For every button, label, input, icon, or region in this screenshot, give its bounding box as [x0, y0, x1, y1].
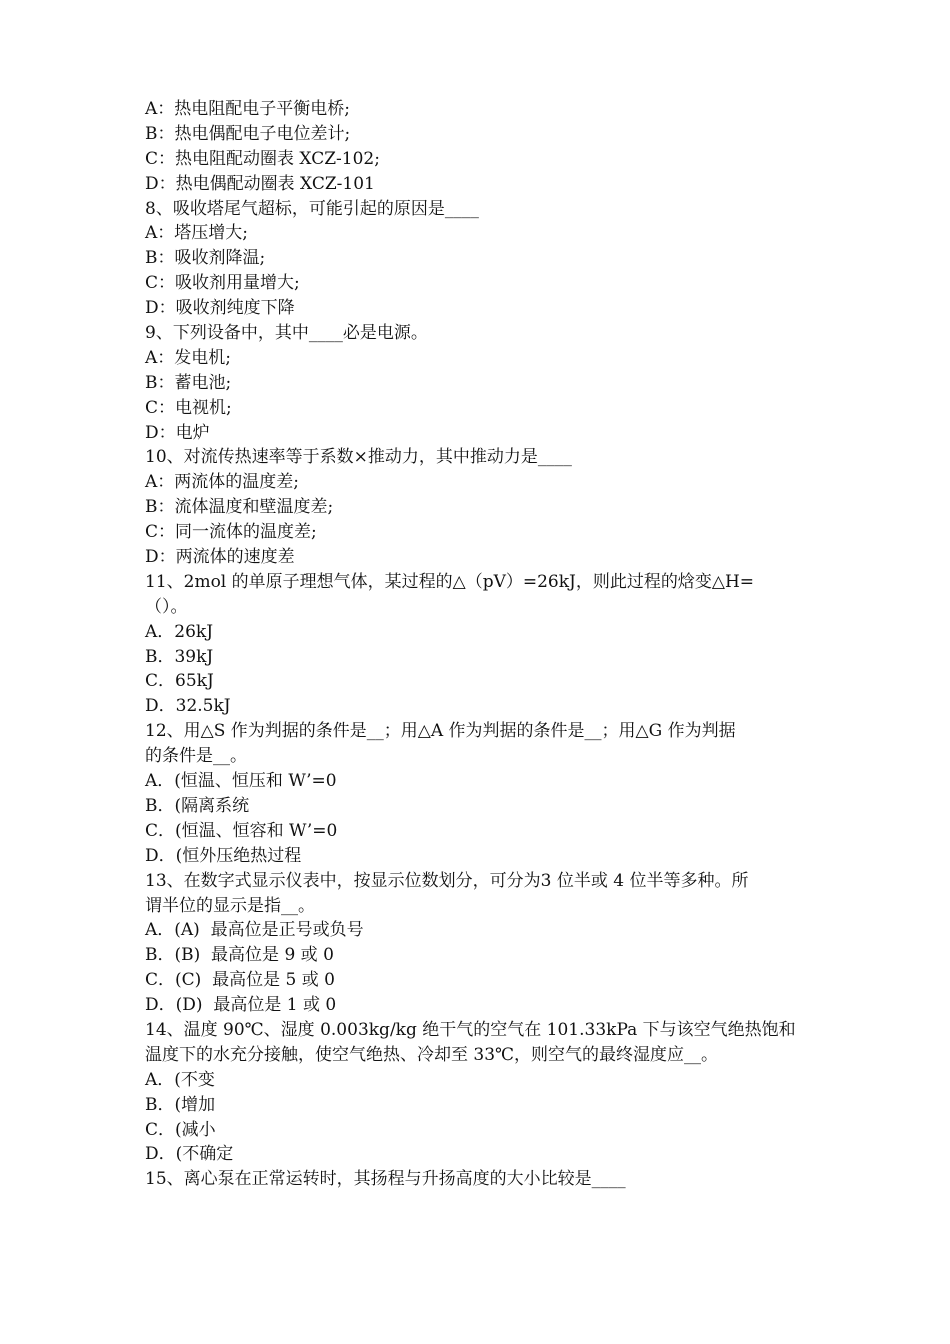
text-line: C．65kJ [145, 671, 214, 692]
text-line: A：热电阻配电子平衡电桥; [145, 99, 351, 119]
text-line: C：电视机; [145, 397, 232, 418]
text-line: C．(减小 [145, 1119, 216, 1140]
text-line: A：两流体的温度差; [145, 472, 300, 493]
text-line: B．(增加 [145, 1094, 216, 1115]
text-line: C：热电阻配动圈表 XCZ-102; [145, 148, 380, 169]
text-line: D．(恒外压绝热过程 [145, 845, 302, 866]
text-line: A：发电机; [145, 347, 232, 368]
text-line: D：电炉 [145, 422, 210, 443]
text-line: C：同一流体的温度差; [145, 522, 317, 543]
text-line: B：热电偶配电子电位差计; [145, 123, 351, 144]
text-line: B：流体温度和壁温度差; [145, 497, 334, 518]
text-line: A．(A) 最高位是正号或负号 [145, 920, 364, 941]
text-line: 谓半位的显示是指__。 [145, 895, 315, 916]
question-13: 13、在数字式显示仪表中，按显示位数划分，可分为3 位半或 4 位半等多种。所 [145, 870, 749, 891]
text-line: D．32.5kJ [145, 696, 231, 717]
text-line: （）。 [145, 596, 188, 617]
text-line: C：吸收剂用量增大; [145, 273, 300, 294]
text-line: D．(D) 最高位是 1 或 0 [145, 995, 337, 1016]
text-line: D：两流体的速度差 [145, 547, 295, 568]
text-line: A：塔压增大; [145, 223, 249, 244]
text-line: 的条件是__。 [145, 746, 247, 767]
text-line: C．(C) 最高位是 5 或 0 [145, 970, 335, 991]
text-line: B．(B) 最高位是 9 或 0 [145, 945, 334, 966]
text-line: B：吸收剂降温; [145, 248, 266, 269]
text-line: 温度下的水充分接触，使空气绝热、冷却至 33℃，则空气的最终湿度应__。 [145, 1044, 719, 1065]
question-14: 14、温度 90℃、湿度 0.003kg/kg 绝干气的空气在 101.33kPa 下与该空气绝热饱和 [145, 1019, 796, 1040]
question-9: 9、下列设备中，其中____必是电源。 [145, 323, 428, 344]
text-line: C．(恒温、恒容和 W’=0 [145, 820, 338, 841]
text-line: A．26kJ [145, 621, 214, 642]
text-line: B．39kJ [145, 646, 214, 667]
text-line: A．(不变 [145, 1069, 215, 1090]
question-11: 11、2mol 的单原子理想气体，某过程的△（pV）=26kJ，则此过程的焓变△H= [145, 571, 755, 592]
question-10: 10、对流传热速率等于系数×推动力，其中推动力是____ [145, 447, 572, 468]
question-12: 12、用△S 作为判据的条件是__；用△A 作为判据的条件是__；用△G 作为判据 [145, 721, 736, 742]
question-8: 8、吸收塔尾气超标，可能引起的原因是____ [145, 198, 479, 219]
question-15: 15、离心泵在正常运转时，其扬程与升扬高度的大小比较是____ [145, 1169, 626, 1190]
text-line: A．(恒温、恒压和 W’=0 [145, 771, 337, 792]
text-line: D：热电偶配动圈表 XCZ-101 [145, 173, 375, 194]
question-text-block [145, 97, 810, 1192]
text-line: B：蓄电池; [145, 372, 232, 393]
text-line: D：吸收剂纯度下降 [145, 298, 295, 319]
text-line: D．(不确定 [145, 1144, 234, 1165]
text-line: B．(隔离系统 [145, 795, 250, 816]
